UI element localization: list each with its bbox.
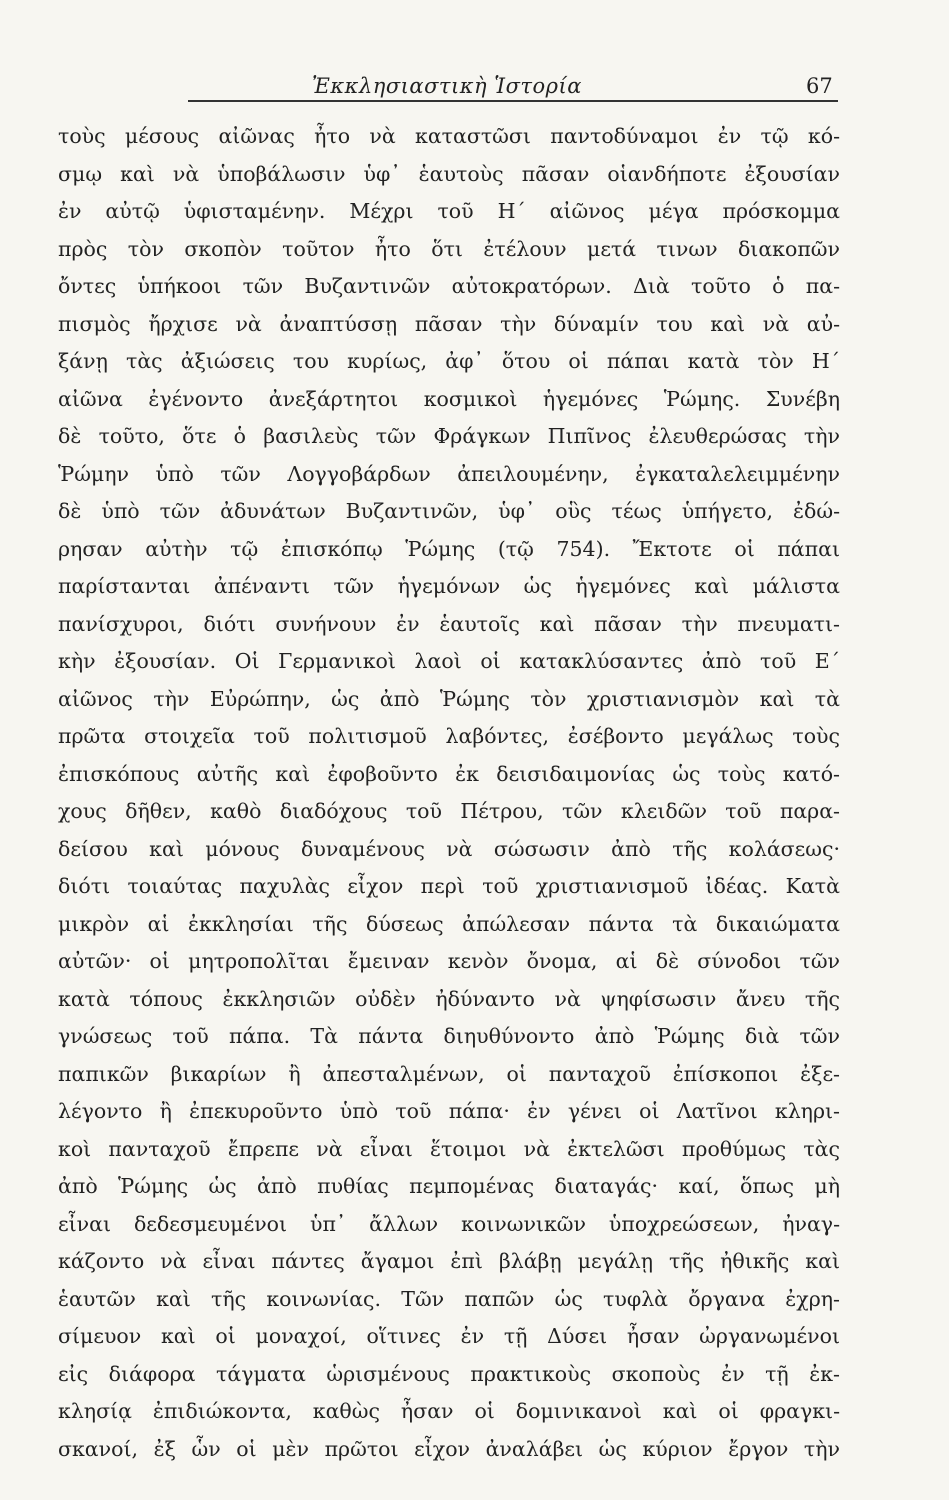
text-line: χους δῆθεν, καθὸ διαδόχους τοῦ Πέτρου, τῶν κλειδῶν τοῦ παρα-: [58, 799, 840, 823]
text-line: εἰς διάφορα τάγματα ὡρισμένους πρακτικοὺς σκοποὺς ἐν τῇ ἐκ-: [58, 1361, 840, 1386]
text-line: ἑαυτῶν καὶ τῆς κοινωνίας. Τῶν παπῶν ὡς τυφλὰ ὄργανα ἐχρη-: [58, 1286, 840, 1311]
text-line: κλησίᾳ ἐπιδιώκοντα, καθὼς ἦσαν οἱ δομινικανοὶ καὶ οἱ φραγκι-: [58, 1399, 840, 1423]
text-line: λέγοντο ἢ ἐπεκυροῦντο ὑπὸ τοῦ πάπα· ἐν γένει οἱ Λατῖνοι κληρι-: [58, 1099, 840, 1123]
text-line: κάζοντο νὰ εἶναι πάντες ἄγαμοι ἐπὶ βλάβῃ μεγάλῃ τῆς ἠθικῆς καὶ: [58, 1249, 840, 1273]
text-line: πανίσχυροι, διότι συνήνουν ἐν ἑαυτοῖς καὶ πᾶσαν τὴν πνευματι-: [58, 611, 840, 636]
text-line: ἐπισκόπους αὐτῆς καὶ ἐφοβοῦντο ἐκ δεισιδαιμονίας ὡς τοὺς κατό-: [58, 761, 840, 786]
text-line: κὴν ἐξουσίαν. Οἱ Γερμανικοὶ λαοὶ οἱ κατακλύσαντες ἀπὸ τοῦ Ε΄: [58, 649, 840, 673]
text-line: σκανοί, ἐξ ὧν οἱ μὲν πρῶτοι εἶχον ἀναλάβει ὡς κύριον ἔργον τὴν: [58, 1436, 840, 1461]
text-line: σμῳ καὶ νὰ ὑποβάλωσιν ὑφ᾽ ἑαυτοὺς πᾶσαν οἱανδήποτε ἐξουσίαν: [58, 161, 840, 186]
text-line: αἰῶνος τὴν Εὐρώπην, ὡς ἀπὸ Ῥώμης τὸν χριστιανισμὸν καὶ τὰ: [58, 686, 840, 711]
text-line: μικρὸν αἱ ἐκκλησίαι τῆς δύσεως ἀπώλεσαν πάντα τὰ δικαιώματα: [58, 911, 840, 936]
text-line: δείσου καὶ μόνους δυναμένους νὰ σώσωσιν ἀπὸ τῆς κολάσεως·: [58, 836, 840, 861]
text-line: ρησαν αὐτὴν τῷ ἐπισκόπῳ Ῥώμης (τῷ 754). Ἔκτοτε οἱ πάπαι: [58, 536, 840, 561]
text-line: πισμὸς ἤρχισε νὰ ἀναπτύσσῃ πᾶσαν τὴν δύναμίν του καὶ νὰ αὐ-: [58, 311, 840, 336]
text-line: ἀπὸ Ῥώμης ὡς ἀπὸ πυθίας πεμπομένας διαταγάς· καί, ὅπως μὴ: [58, 1174, 840, 1198]
body-text: [58, 118, 840, 1468]
header-rule: [188, 100, 838, 102]
text-line: δὲ ὑπὸ τῶν ἀδυνάτων Βυζαντινῶν, ὑφ᾽ οὓς τέως ὑπήγετο, ἐδώ-: [58, 499, 840, 523]
text-line: Ῥώμην ὑπὸ τῶν Λογγοβάρδων ἀπειλουμένην, ἐγκαταλελειμμένην: [58, 461, 840, 486]
text-line: αὐτῶν· οἱ μητροπολῖται ἔμειναν κενὸν ὄνομα, αἱ δὲ σύνοδοι τῶν: [58, 949, 840, 973]
text-line: σίμευον καὶ οἱ μοναχοί, οἵτινες ἐν τῇ Δύσει ἦσαν ὠργανωμένοι: [58, 1324, 840, 1348]
page-number: 67: [806, 74, 833, 98]
text-line: δὲ τοῦτο, ὅτε ὁ βασιλεὺς τῶν Φράγκων Πιπῖνος ἐλευθερώσας τὴν: [58, 424, 840, 448]
text-line: πρῶτα στοιχεῖα τοῦ πολιτισμοῦ λαβόντες, ἐσέβοντο μεγάλως τοὺς: [58, 724, 840, 748]
text-line: ξάνῃ τὰς ἀξιώσεις του κυρίως, ἀφ᾽ ὅτου οἱ πάπαι κατὰ τὸν Η΄: [58, 349, 840, 373]
text-line: παπικῶν βικαρίων ἢ ἀπεσταλμένων, οἱ πανταχοῦ ἐπίσκοποι ἐξε-: [58, 1061, 840, 1086]
text-line: πρὸς τὸν σκοπὸν τοῦτον ἦτο ὅτι ἐτέλουν μετά τινων διακοπῶν: [58, 236, 840, 261]
text-line: κατὰ τόπους ἐκκλησιῶν οὐδὲν ἠδύναντο νὰ ψηφίσωσιν ἄνευ τῆς: [58, 986, 840, 1011]
text-line: κοὶ πανταχοῦ ἔπρεπε νὰ εἶναι ἕτοιμοι νὰ ἐκτελῶσι προθύμως τὰς: [58, 1136, 840, 1161]
text-line: ἐν αὐτῷ ὑφισταμένην. Μέχρι τοῦ Η΄ αἰῶνος μέγα πρόσκομμα: [58, 199, 840, 223]
text-line: αἰῶνα ἐγένοντο ἀνεξάρτητοι κοσμικοὶ ἡγεμόνες Ῥώμης. Συνέβη: [58, 386, 840, 411]
text-line: παρίστανται ἀπέναντι τῶν ἡγεμόνων ὡς ἡγεμόνες καὶ μάλιστα: [58, 574, 840, 598]
text-line: γνώσεως τοῦ πάπα. Τὰ πάντα διηυθύνοντο ἀπὸ Ῥώμης διὰ τῶν: [58, 1024, 840, 1048]
text-line: ὄντες ὑπήκοοι τῶν Βυζαντινῶν αὐτοκρατόρων. Διὰ τοῦτο ὁ πα-: [58, 274, 840, 298]
text-line: εἶναι δεδεσμευμένοι ὑπ᾽ ἄλλων κοινωνικῶν ὑποχρεώσεων, ἠναγ-: [58, 1211, 840, 1236]
text-line: τοὺς μέσους αἰῶνας ἦτο νὰ καταστῶσι παντοδύναμοι ἐν τῷ κό-: [58, 124, 840, 148]
text-line: διότι τοιαύτας παχυλὰς εἶχον περὶ τοῦ χριστιανισμοῦ ἰδέας. Κατὰ: [58, 874, 840, 898]
running-title: Ἐκκλησιαστικὴ Ἱστορία: [312, 74, 582, 98]
